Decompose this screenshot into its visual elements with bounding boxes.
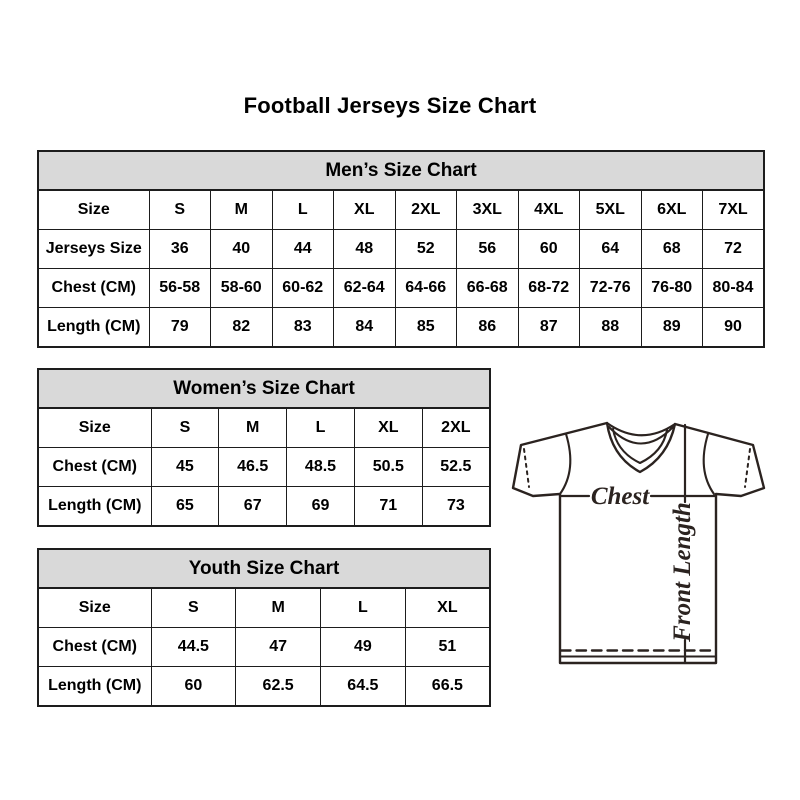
table-cell: 2XL: [422, 408, 490, 448]
jersey-armhole-seam-right: [704, 434, 714, 494]
mens-table-title: Men’s Size Chart: [38, 151, 764, 190]
table-cell: 48: [334, 230, 396, 269]
jersey-collar-icon: [607, 423, 675, 463]
row-label: Size: [38, 190, 149, 230]
table-cell: 5XL: [580, 190, 642, 230]
table-cell: 88: [580, 307, 642, 347]
table-cell: 86: [457, 307, 519, 347]
table-cell: 44.5: [151, 628, 236, 667]
table-cell: 60: [518, 230, 580, 269]
table-cell: 68: [641, 230, 703, 269]
table-cell: 2XL: [395, 190, 457, 230]
table-cell: 68-72: [518, 268, 580, 307]
table-cell: 44: [272, 230, 334, 269]
sleeve-stitch-right-icon: [745, 449, 750, 487]
table-row: [38, 230, 764, 269]
table-cell: 4XL: [518, 190, 580, 230]
table-row: [38, 666, 490, 706]
row-label: Size: [38, 588, 151, 628]
table-cell: S: [151, 588, 236, 628]
table-cell: 56: [457, 230, 519, 269]
table-cell: 73: [422, 486, 490, 526]
table-cell: 85: [395, 307, 457, 347]
row-label: Size: [38, 408, 151, 448]
table-cell: 62-64: [334, 268, 396, 307]
table-cell: 40: [211, 230, 273, 269]
table-row: [38, 588, 490, 628]
table-cell: 66-68: [457, 268, 519, 307]
row-label: Chest (CM): [38, 268, 149, 307]
table-cell: 71: [354, 486, 422, 526]
table-header-row: [38, 151, 764, 190]
table-cell: L: [272, 190, 334, 230]
table-cell: 52.5: [422, 448, 490, 487]
table-cell: 69: [287, 486, 355, 526]
table-cell: 80-84: [703, 268, 765, 307]
table-cell: 58-60: [211, 268, 273, 307]
table-cell: S: [149, 190, 211, 230]
table-cell: 90: [703, 307, 765, 347]
table-cell: 62.5: [236, 666, 321, 706]
table-cell: 6XL: [641, 190, 703, 230]
table-row: [38, 628, 490, 667]
table-cell: XL: [405, 588, 490, 628]
table-cell: 83: [272, 307, 334, 347]
table-cell: 66.5: [405, 666, 490, 706]
row-label: Length (CM): [38, 486, 151, 526]
row-label: Length (CM): [38, 307, 149, 347]
table-row: [38, 408, 490, 448]
table-cell: 49: [321, 628, 406, 667]
table-cell: 36: [149, 230, 211, 269]
table-cell: 50.5: [354, 448, 422, 487]
table-header-row: [38, 549, 490, 588]
table-cell: 56-58: [149, 268, 211, 307]
table-cell: 64: [580, 230, 642, 269]
table-row: [38, 448, 490, 487]
table-cell: 89: [641, 307, 703, 347]
table-cell: 7XL: [703, 190, 765, 230]
table-cell: 46.5: [219, 448, 287, 487]
table-cell: 65: [151, 486, 219, 526]
mens-size-table: [37, 150, 765, 348]
table-cell: 60-62: [272, 268, 334, 307]
table-cell: 52: [395, 230, 457, 269]
page-title: Football Jerseys Size Chart: [243, 93, 537, 118]
jersey-measurement-diagram: [505, 415, 770, 670]
table-cell: XL: [354, 408, 422, 448]
table-cell: 72-76: [580, 268, 642, 307]
youth-size-table: [37, 548, 491, 707]
table-row: [38, 307, 764, 347]
table-cell: 64.5: [321, 666, 406, 706]
table-cell: 47: [236, 628, 321, 667]
table-cell: 67: [219, 486, 287, 526]
table-cell: 82: [211, 307, 273, 347]
row-label: Length (CM): [38, 666, 151, 706]
jersey-armhole-seam-left: [560, 434, 570, 494]
table-row: [38, 486, 490, 526]
row-label: Chest (CM): [38, 628, 151, 667]
table-cell: M: [219, 408, 287, 448]
table-cell: M: [211, 190, 273, 230]
table-cell: 84: [334, 307, 396, 347]
table-cell: L: [321, 588, 406, 628]
chest-label: Chest: [590, 483, 650, 510]
table-cell: 48.5: [287, 448, 355, 487]
jersey-outline-icon: [513, 423, 764, 663]
womens-table-title: Women’s Size Chart: [38, 369, 490, 408]
table-cell: XL: [334, 190, 396, 230]
table-cell: L: [287, 408, 355, 448]
table-cell: 3XL: [457, 190, 519, 230]
table-header-row: [38, 369, 490, 408]
sleeve-stitch-left-icon: [524, 449, 529, 487]
table-cell: S: [151, 408, 219, 448]
table-row: [38, 190, 764, 230]
table-cell: 60: [151, 666, 236, 706]
table-cell: 79: [149, 307, 211, 347]
table-cell: 64-66: [395, 268, 457, 307]
table-row: [38, 268, 764, 307]
womens-size-table: [37, 368, 491, 527]
table-cell: M: [236, 588, 321, 628]
table-cell: 76-80: [641, 268, 703, 307]
table-cell: 72: [703, 230, 765, 269]
youth-table-title: Youth Size Chart: [38, 549, 490, 588]
table-cell: 87: [518, 307, 580, 347]
row-label: Chest (CM): [38, 448, 151, 487]
table-cell: 51: [405, 628, 490, 667]
front-length-label: Front Length: [669, 502, 696, 642]
table-cell: 45: [151, 448, 219, 487]
row-label: Jerseys Size: [38, 230, 149, 269]
